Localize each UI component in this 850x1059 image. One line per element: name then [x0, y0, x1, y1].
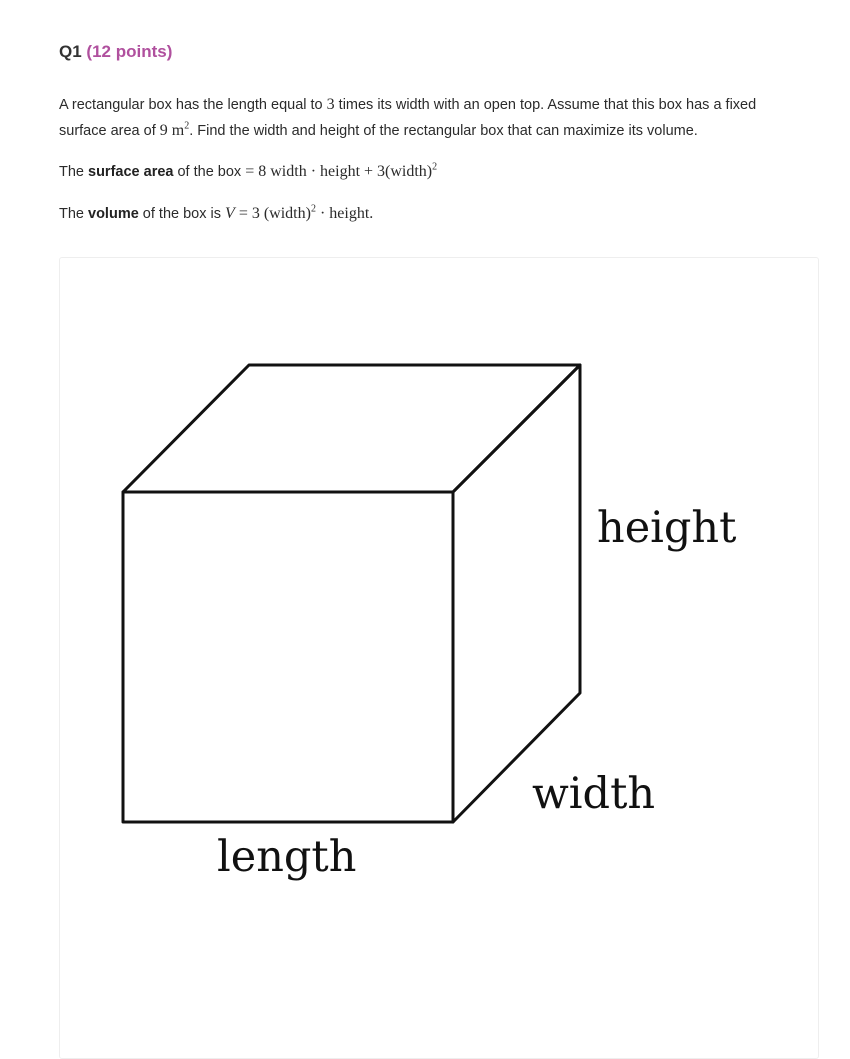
area-value: 9 — [159, 122, 168, 139]
problem-text-part1: A rectangular box has the length equal to — [59, 97, 327, 113]
area-unit-base: m — [171, 122, 185, 139]
volume-term: volume — [88, 206, 139, 222]
surface-formula-exponent: 2 — [432, 161, 438, 173]
length-label: length — [217, 832, 357, 882]
volume-formula-exponent: 2 — [310, 203, 316, 215]
box-diagram — [1, 1, 850, 1025]
volume-formula-tail: · height. — [315, 205, 374, 222]
box-front-face — [123, 492, 453, 822]
question-points: (12 points) — [86, 42, 173, 61]
problem-text-part2: times its width with an open top. Assume that this box has a fixed surface area of — [59, 97, 757, 139]
area-unit-exponent: 2 — [184, 120, 190, 132]
volume-middle: of the box is — [138, 206, 226, 222]
problem-text-part3: . Find the width and height of the rectangular box that can maximize its volume. — [189, 123, 698, 139]
width-label: width — [532, 769, 656, 819]
surface-area-term: surface area — [88, 164, 174, 180]
volume-formula-main: = 3 (width) — [234, 205, 311, 222]
surface-formula-main: = 8 width · height + 3(width) — [245, 163, 433, 180]
height-label: height — [597, 503, 737, 553]
box-top-face — [123, 365, 580, 492]
figure-container — [59, 257, 819, 1059]
volume-variable: V — [225, 205, 235, 222]
surface-middle: of the box — [173, 164, 246, 180]
volume-prefix: The — [59, 206, 89, 222]
surface-prefix: The — [59, 164, 89, 180]
question-number: Q1 — [59, 42, 82, 61]
times-value: 3 — [326, 96, 335, 113]
box-side-face — [453, 365, 580, 822]
